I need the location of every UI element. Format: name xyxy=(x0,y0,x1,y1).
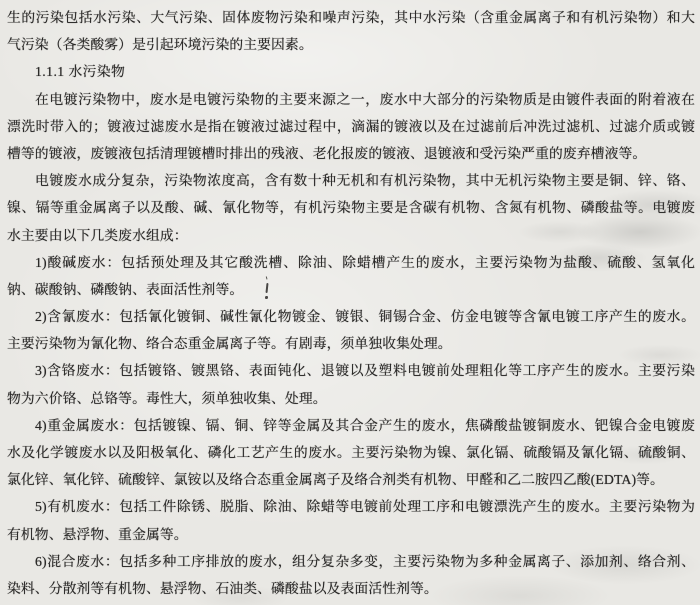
text-line: 染料、分散剂等有机物、悬浮物、石油类、磷酸盐以及表面活性剂等。 xyxy=(7,580,438,596)
text-line: 镍、镉等重金属离子以及酸、碱、氰化物等，有机污染物主要是含碳有机物、含氮有机物、磷酸盐等。电镀废 xyxy=(7,200,695,216)
text-line: 槽等的镀液，废镀液包括清理镀槽时排出的残液、老化报废的镀液、退镀液和受污染严重的废弃槽液等。 xyxy=(7,145,647,161)
text-line: 在电镀污染物中，废水是电镀污染物的主要来源之一，废水中大部分的污染物质是由镀件表面的附着液在 xyxy=(35,91,695,107)
text-line: 氯化锌、氧化锌、硫酸锌、氯铵以及络合态重金属离子及络合剂类有机物、甲醛和乙二胺四乙酸(EDTA)等。 xyxy=(7,472,664,488)
text-line: 2)含氰废水：包括氰化镀铜、碱性氰化物镀金、镀银、铜锡合金、仿金电镀等含氰电镀工序产生的废水。 xyxy=(35,309,695,325)
text-line: 6)混合废水：包括多种工序排放的废水，组分复杂多变，主要污染物为多种金属离子、添加剂、络合剂、 xyxy=(35,553,695,569)
text-line: 有机物、悬浮物、重金属等。 xyxy=(7,526,188,542)
text-line: 3)含铬废水：包括镀铬、镀黑铬、表面钝化、退镀以及塑料电镀前处理粗化等工序产生的废水。主要污染 xyxy=(35,363,695,379)
section-heading: 1.1.1 水污染物 xyxy=(35,64,126,80)
text-line: 水主要由以下几类废水组成： xyxy=(7,227,188,243)
text-line: 1)酸碱废水：包括预处理及其它酸洗槽、除油、除蜡槽产生的废水，主要污染物为盐酸、硫酸、氢氧化 xyxy=(35,254,695,270)
text-line: 生的污染包括水污染、大气污染、固体废物污染和噪声污染，其中水污染（含重金属离子和有机污染物）和大 xyxy=(7,10,695,25)
text-line: 主要污染物为氰化物、络合态重金属离子等。有剧毒，须单独收集处理。 xyxy=(7,336,452,352)
text-line: 4)重金属废水：包括镀镍、镉、铜、锌等金属及其合金产生的废水，焦磷酸盐镀铜废水、钯镍合金电镀废 xyxy=(35,417,695,433)
text-line: 物为六价铬、总铬等。毒性大，须单独收集、处理。 xyxy=(7,390,327,406)
text-line: 水及化学镀废水以及阳极氧化、磷化工艺产生的废水。主要污染物为镍、氯化镉、硫酸镉及氰化镉、硫酸铜、 xyxy=(7,445,695,460)
text-line: 5)有机废水：包括工件除锈、脱脂、除油、除蜡等电镀前处理工序和电镀漂洗产生的废水。主要污染物为 xyxy=(35,499,695,515)
text-line: 漂洗时带入的；镀液过滤废水是指在镀液过滤过程中，滴漏的镀液以及在过滤前后冲洗过滤机、过滤介质或镀 xyxy=(7,118,695,134)
text-line: 钠、碳酸钠、磷酸钠、表面活性剂等。 xyxy=(7,281,244,297)
text-block xyxy=(7,4,695,602)
text-line: 气污染（各类酸雾）是引起环境污染的主要因素。 xyxy=(7,37,313,53)
text-line: 电镀废水成分复杂，污染物浓度高，含有数十种无机和有机污染物，其中无机污染物主要是铜、锌、铬、 xyxy=(35,173,695,189)
